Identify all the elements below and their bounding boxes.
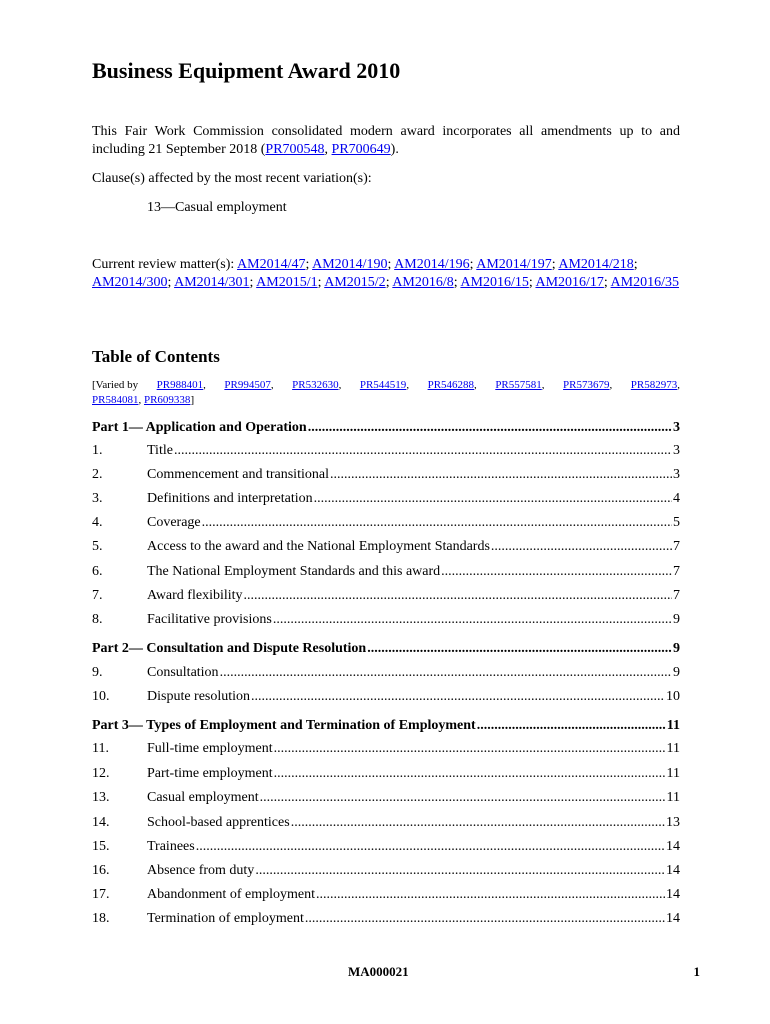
toc-entry[interactable]: [92, 467, 680, 487]
toc-entry-title: Absence from duty: [147, 863, 255, 878]
toc-entry-title: Consultation: [147, 665, 219, 680]
toc-entry-title: Facilitative provisions: [147, 612, 272, 627]
toc-leader-dots: [330, 467, 672, 483]
varied-row: [92, 393, 680, 408]
toc-entry[interactable]: [92, 863, 680, 883]
review-link[interactable]: AM2016/35: [610, 275, 679, 290]
toc-entry-title: Termination of employment: [147, 911, 304, 926]
toc-entry-number: 7.: [92, 588, 103, 603]
intro-text: This Fair Work Commission consolidated modern award incorporates all amendments up to and including 21 September 2018 (: [92, 124, 680, 157]
toc-entry[interactable]: [92, 766, 680, 786]
intro-separator: ,: [324, 142, 332, 157]
toc-page-number: 11: [666, 766, 680, 781]
toc-part-heading[interactable]: [92, 420, 680, 440]
toc-page-number: 3: [673, 467, 680, 482]
toc-entry[interactable]: [92, 612, 680, 632]
varied-separator: ,: [609, 379, 613, 391]
varied-link-group: [92, 394, 141, 406]
review-matters: [92, 256, 680, 292]
toc-entry-title: Commencement and transitional: [147, 467, 329, 482]
toc-entry-number: 3.: [92, 491, 103, 506]
toc-entry[interactable]: [92, 911, 680, 931]
toc-entry-number: 1.: [92, 443, 103, 458]
toc-page-number: 4: [673, 491, 680, 506]
varied-separator: ,: [474, 379, 477, 391]
toc-entry-number: 11.: [92, 741, 109, 756]
varied-link-group: [360, 378, 409, 393]
toc-leader-dots: [196, 839, 665, 855]
toc-entry[interactable]: [92, 588, 680, 608]
review-separator: ;: [633, 257, 638, 272]
review-link[interactable]: AM2016/15: [460, 275, 529, 290]
review-separator: ;: [167, 275, 175, 290]
review-link[interactable]: AM2014/47: [237, 257, 306, 272]
toc-entry-title: Abandonment of employment: [147, 887, 315, 902]
varied-link-group: [495, 378, 544, 393]
toc-entry-number: 2.: [92, 467, 103, 482]
toc-leader-dots: [314, 491, 672, 507]
toc-entry[interactable]: [92, 887, 680, 907]
toc-entry[interactable]: [92, 443, 680, 463]
toc-page-number: 14: [666, 911, 680, 926]
toc-entry-number: 14.: [92, 815, 110, 830]
toc-page-number: 9: [673, 665, 680, 680]
varied-link-group: [224, 378, 273, 393]
toc-entry-title: Award flexibility: [147, 588, 243, 603]
varied-suffix: ]: [190, 394, 195, 406]
varied-link-group: [292, 378, 341, 393]
toc-entry-title: Full-time employment: [147, 741, 273, 756]
review-link[interactable]: AM2015/1: [256, 275, 318, 290]
toc-entry-number: 12.: [92, 766, 110, 781]
toc-page-number: 14: [666, 839, 680, 854]
toc-entry-title: Access to the award and the National Employment Standards: [147, 539, 490, 554]
toc-page-number: 5: [673, 515, 680, 530]
toc-entry-title: The National Employment Standards and this award: [147, 564, 441, 579]
toc-page-number: 3: [673, 420, 680, 435]
review-separator: ;: [528, 275, 536, 290]
review-separator: ;: [603, 275, 611, 290]
toc-leader-dots: [305, 911, 665, 927]
review-separator: ;: [385, 275, 393, 290]
varied-link-group: [428, 378, 477, 393]
toc-title: Table of Contents: [92, 347, 220, 366]
toc-leader-dots: [255, 863, 665, 879]
varied-link[interactable]: PR573679: [563, 379, 610, 391]
toc-leader-dots: [308, 420, 672, 436]
toc-leader-dots: [491, 539, 672, 555]
toc-entry-number: 18.: [92, 911, 110, 926]
review-link[interactable]: AM2016/8: [392, 275, 454, 290]
review-separator: ;: [305, 257, 313, 272]
toc-entry-title: Part-time employment: [147, 766, 273, 781]
document-title: Business Equipment Award 2010: [92, 58, 401, 83]
toc-entry[interactable]: [92, 741, 680, 761]
toc-leader-dots: [477, 718, 666, 734]
toc-part-title: Part 1— Application and Operation: [92, 420, 307, 435]
review-link[interactable]: AM2014/301: [174, 275, 250, 290]
toc-entry-number: 16.: [92, 863, 110, 878]
varied-link[interactable]: PR582973: [630, 379, 678, 391]
toc-part-title: Part 3— Types of Employment and Termination of Employment: [92, 718, 476, 733]
review-separator: ;: [387, 257, 395, 272]
toc-leader-dots: [273, 612, 672, 628]
toc-entry-number: 5.: [92, 539, 103, 554]
review-link[interactable]: AM2014/197: [476, 257, 552, 272]
varied-separator: ,: [406, 379, 410, 391]
review-separator: ;: [469, 257, 477, 272]
toc-leader-dots: [441, 564, 672, 580]
toc-leader-dots: [274, 741, 666, 757]
toc-leader-dots: [367, 641, 672, 657]
toc-entry[interactable]: [92, 564, 680, 584]
toc-part-title: Part 2— Consultation and Dispute Resolution: [92, 641, 367, 656]
toc-entry-number: 15.: [92, 839, 110, 854]
review-label: Current review matter(s):: [92, 257, 238, 272]
toc-page-number: 11: [666, 790, 680, 805]
review-separator: ;: [551, 257, 559, 272]
link-pr700548[interactable]: PR700548: [265, 142, 325, 157]
toc-leader-dots: [274, 766, 666, 782]
toc-entry-title: Casual employment: [147, 790, 259, 805]
clause-affected-item: 13—Casual employment: [147, 200, 287, 215]
toc-part-heading[interactable]: [92, 718, 680, 738]
toc-entry-title: Definitions and interpretation: [147, 491, 313, 506]
varied-separator: ,: [677, 379, 680, 391]
toc-page-number: 3: [673, 443, 680, 458]
toc-entry-title: Trainees: [147, 839, 195, 854]
toc-page-number: 9: [673, 612, 680, 627]
toc-entry[interactable]: [92, 515, 680, 535]
intro-text-end: ).: [390, 142, 399, 157]
review-link[interactable]: AM2014/190: [312, 257, 388, 272]
varied-link[interactable]: PR546288: [427, 379, 475, 391]
toc-entry-number: 6.: [92, 564, 103, 579]
toc-leader-dots: [260, 790, 666, 806]
document-page: [92, 0, 700, 1024]
review-separator: ;: [317, 275, 325, 290]
varied-link-group: [157, 378, 206, 393]
varied-separator: ,: [138, 394, 142, 406]
link-pr700649[interactable]: PR700649: [331, 142, 391, 157]
toc-leader-dots: [291, 815, 665, 831]
clause-affected-label: Clause(s) affected by the most recent variation(s):: [92, 171, 372, 186]
toc-entry-number: 10.: [92, 689, 110, 704]
toc-page-number: 14: [666, 887, 680, 902]
toc-page-number: 7: [673, 539, 680, 554]
toc-leader-dots: [202, 515, 672, 531]
toc-entry-number: 4.: [92, 515, 103, 530]
toc-page-number: 13: [666, 815, 680, 830]
varied-separator: ,: [270, 379, 274, 391]
toc-entry[interactable]: [92, 491, 680, 511]
toc-entry-number: 13.: [92, 790, 110, 805]
toc-entry[interactable]: [92, 839, 680, 859]
varied-prefix: [Varied by: [92, 379, 139, 391]
toc-entry-number: 17.: [92, 887, 110, 902]
varied-link[interactable]: PR557581: [495, 379, 542, 391]
toc-page-number: 14: [666, 863, 680, 878]
toc-leader-dots: [174, 443, 672, 459]
page-number: 1: [693, 964, 700, 979]
review-link[interactable]: AM2014/218: [558, 257, 634, 272]
toc-page-number: 9: [673, 641, 680, 656]
review-separator: ;: [453, 275, 461, 290]
toc-entry[interactable]: [92, 539, 680, 559]
toc-entry[interactable]: [92, 815, 680, 835]
toc-page-number: 7: [673, 588, 680, 603]
toc-entry-number: 9.: [92, 665, 103, 680]
toc-part-heading[interactable]: [92, 641, 680, 661]
toc-page-number: 7: [673, 564, 680, 579]
toc-page-number: 11: [666, 718, 680, 733]
review-link[interactable]: AM2014/300: [92, 275, 168, 290]
varied-link-group: [144, 394, 194, 406]
toc-leader-dots: [316, 887, 665, 903]
varied-link[interactable]: PR988401: [156, 379, 204, 391]
varied-link[interactable]: PR544519: [359, 379, 407, 391]
toc-entry-title: Title: [147, 443, 173, 458]
toc-entry[interactable]: [92, 665, 680, 685]
review-link[interactable]: AM2014/196: [394, 257, 470, 272]
toc-entry-title: School-based apprentices: [147, 815, 290, 830]
review-link[interactable]: AM2015/2: [324, 275, 386, 290]
toc-entry-title: Dispute resolution: [147, 689, 251, 704]
varied-link[interactable]: PR584081: [92, 394, 139, 406]
varied-separator: ,: [541, 379, 545, 391]
toc-page-number: 10: [666, 689, 680, 704]
varied-link-group: [563, 378, 612, 393]
review-link[interactable]: AM2016/17: [535, 275, 604, 290]
toc-leader-dots: [244, 588, 672, 604]
varied-separator: ,: [203, 379, 206, 391]
award-code: MA000021: [348, 964, 409, 979]
toc-page-number: 11: [666, 741, 680, 756]
varied-row: [92, 378, 680, 393]
toc-entry-title: Coverage: [147, 515, 201, 530]
toc-leader-dots: [251, 689, 665, 705]
review-separator: ;: [249, 275, 257, 290]
toc-entry[interactable]: [92, 790, 680, 810]
intro-paragraph: [92, 123, 680, 159]
toc-entry-number: 8.: [92, 612, 103, 627]
varied-by-note: [92, 378, 680, 408]
varied-link[interactable]: PR532630: [292, 379, 339, 391]
varied-link[interactable]: PR609338: [143, 394, 191, 406]
toc-leader-dots: [220, 665, 672, 681]
varied-separator: ,: [338, 379, 342, 391]
varied-link-group: [631, 378, 680, 393]
toc-entry[interactable]: [92, 689, 680, 709]
varied-link[interactable]: PR994507: [224, 379, 271, 391]
